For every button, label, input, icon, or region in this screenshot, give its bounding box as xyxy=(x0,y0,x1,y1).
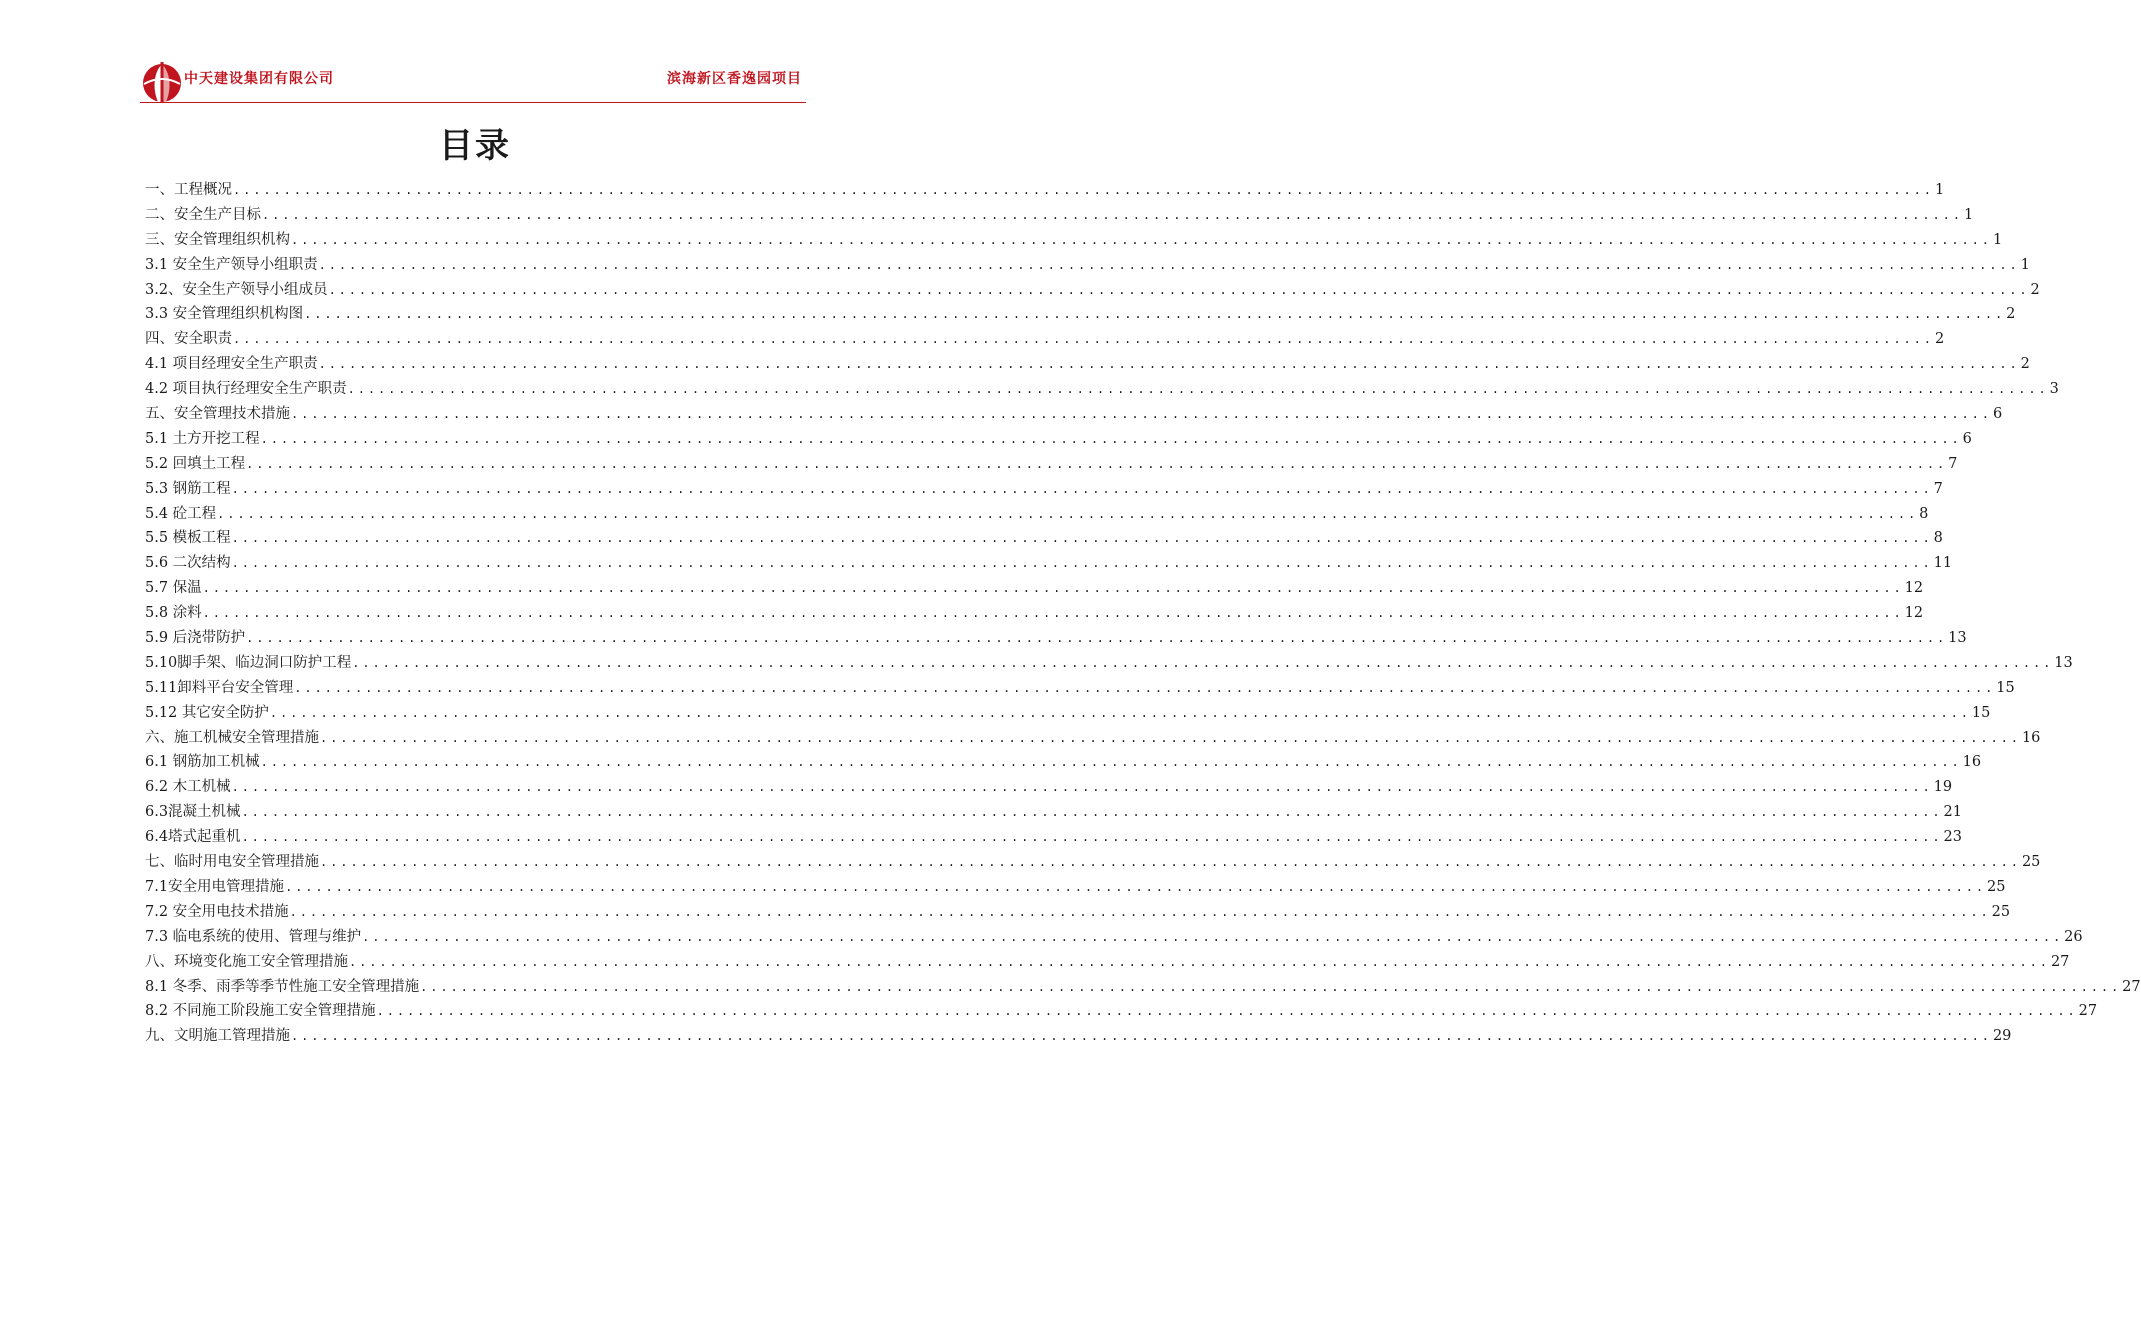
toc-dot-leader: ........................................................................................................................................................................ xyxy=(241,805,1943,820)
toc-dot-leader: ........................................................................................................................................................................ xyxy=(352,655,2054,670)
toc-dot-leader: ........................................................................................................................................................................ xyxy=(285,879,1986,894)
toc-entry[interactable] xyxy=(145,228,2003,253)
toc-entry[interactable] xyxy=(145,302,2016,327)
toc-entry-page-number: 29 xyxy=(1992,1028,2012,1045)
toc-entry-page-number: 27 xyxy=(2122,978,2141,995)
toc-entry-label: 八、环境变化施工安全管理措施 xyxy=(145,953,348,970)
toc-entry-label: 二、安全生产目标 xyxy=(145,206,261,223)
toc-dot-leader: ........................................................................................................................................................................ xyxy=(347,382,2049,397)
toc-entry-page-number: 7 xyxy=(1933,480,1943,497)
toc-entry-label: 5.8 涂料 xyxy=(145,605,202,622)
toc-dot-leader: ........................................................................................................................................................................ xyxy=(294,680,1996,695)
toc-entry[interactable] xyxy=(145,750,1982,775)
toc-entry[interactable] xyxy=(145,875,2006,900)
toc-dot-leader: ........................................................................................................................................................................ xyxy=(304,307,2006,322)
toc-entry[interactable] xyxy=(145,203,1974,228)
toc-entry-label: 5.5 模板工程 xyxy=(145,530,231,547)
toc-dot-leader: ........................................................................................................................................................................ xyxy=(362,929,2064,944)
toc-entry[interactable] xyxy=(145,999,2098,1024)
toc-entry-label: 四、安全职责 xyxy=(145,331,232,348)
toc-entry-label: 五、安全管理技术措施 xyxy=(145,406,290,423)
toc-entry[interactable] xyxy=(145,900,2011,925)
toc-entry-label: 3.1 安全生产领导小组职责 xyxy=(145,256,318,273)
toc-dot-leader: ........................................................................................................................................................................ xyxy=(262,207,1963,222)
toc-entry-page-number: 15 xyxy=(1996,679,2015,696)
toc-entry-page-number: 1 xyxy=(2020,256,2030,273)
toc-entry-label: 5.3 钢筋工程 xyxy=(145,480,231,497)
toc-entry[interactable] xyxy=(145,477,1943,502)
toc-entry-label: 5.12 其它安全防护 xyxy=(145,704,269,721)
zhongtian-logo-icon xyxy=(140,60,184,104)
toc-entry-page-number: 8 xyxy=(1933,530,1943,547)
toc-entry-label: 一、工程概况 xyxy=(145,182,232,198)
toc-dot-leader: ........................................................................................................................................................................ xyxy=(318,257,2020,272)
toc-dot-leader: ........................................................................................................................................................................ xyxy=(291,232,1992,247)
project-name: 滨海新区香逸园项目 xyxy=(667,71,802,87)
toc-entry-page-number: 12 xyxy=(1904,605,1924,622)
toc-entry-label: 七、临时用电安全管理措施 xyxy=(145,854,319,871)
toc-entry-label: 4.2 项目执行经理安全生产职责 xyxy=(145,381,347,398)
toc-entry[interactable] xyxy=(145,950,2070,975)
toc-entry[interactable] xyxy=(145,352,2030,377)
toc-entry[interactable] xyxy=(145,526,1943,551)
toc-entry[interactable] xyxy=(145,1024,2012,1049)
toc-entry-page-number: 16 xyxy=(2021,729,2041,746)
toc-entry-label: 5.7 保温 xyxy=(145,580,202,597)
toc-dot-leader: ........................................................................................................................................................................ xyxy=(349,954,2050,969)
toc-dot-leader: ........................................................................................................................................................................ xyxy=(241,830,1943,845)
toc-entry-label: 7.3 临电系统的使用、管理与维护 xyxy=(145,928,362,945)
toc-entry[interactable] xyxy=(145,601,1924,626)
toc-entry-page-number: 8 xyxy=(1919,505,1929,522)
toc-entry-label: 6.3混凝土机械 xyxy=(145,804,241,821)
toc-entry-page-number: 21 xyxy=(1943,804,1962,821)
toc-entry[interactable] xyxy=(145,701,1991,726)
page-title: 目录 xyxy=(439,126,511,166)
toc-entry-page-number: 27 xyxy=(2050,953,2070,970)
toc-entry[interactable] xyxy=(145,551,1953,576)
toc-dot-leader: ........................................................................................................................................................................ xyxy=(289,904,1991,919)
toc-entry-label: 8.2 不同施工阶段施工安全管理措施 xyxy=(145,1003,376,1020)
toc-dot-leader: ........................................................................................................................................................................ xyxy=(291,407,1992,422)
toc-dot-leader: ........................................................................................................................................................................ xyxy=(260,755,1962,770)
toc-dot-leader: ........................................................................................................................................................................ xyxy=(260,431,1962,446)
toc-entry-page-number: 16 xyxy=(1962,754,1982,771)
toc-entry-label: 5.6 二次结构 xyxy=(145,555,231,572)
toc-entry-label: 3.3 安全管理组织机构图 xyxy=(145,306,304,323)
toc-entry[interactable] xyxy=(145,825,1962,850)
company-name: 中天建设集团有限公司 xyxy=(184,71,334,87)
toc-entry-label: 6.2 木工机械 xyxy=(145,779,231,796)
toc-entry[interactable] xyxy=(145,975,2141,1000)
toc-entry-page-number: 7 xyxy=(1948,455,1958,472)
toc-entry-page-number: 12 xyxy=(1904,580,1924,597)
toc-entry-page-number: 23 xyxy=(1943,829,1962,846)
toc-entry-page-number: 2 xyxy=(1934,331,1945,348)
toc-entry-label: 九、文明施工管理措施 xyxy=(145,1028,290,1045)
toc-entry-page-number: 2 xyxy=(2020,356,2030,373)
toc-entry-label: 5.2 回填土工程 xyxy=(145,455,246,472)
toc-dot-leader: ........................................................................................................................................................................ xyxy=(202,606,1904,621)
toc-entry[interactable] xyxy=(145,377,2059,402)
toc-dot-leader: ........................................................................................................................................................................ xyxy=(231,481,1933,496)
toc-entry[interactable] xyxy=(145,775,1953,800)
page-header xyxy=(140,58,806,106)
toc-entry-label: 5.10脚手架、临边洞口防护工程 xyxy=(145,654,352,671)
toc-entry[interactable] xyxy=(145,925,2083,950)
toc-dot-leader: ........................................................................................................................................................................ xyxy=(233,332,1934,347)
header-divider xyxy=(140,102,806,103)
toc-entry[interactable] xyxy=(145,402,2003,427)
toc-entry-page-number: 25 xyxy=(2021,854,2041,871)
toc-dot-leader: ........................................................................................................................................................................ xyxy=(376,1004,2078,1019)
toc-entry-label: 8.1 冬季、雨季等季节性施工安全管理措施 xyxy=(145,978,420,995)
toc-entry-label: 7.2 安全用电技术措施 xyxy=(145,903,289,920)
toc-entry-label: 3.2、安全生产领导小组成员 xyxy=(145,281,328,298)
toc-entry-page-number: 13 xyxy=(1948,630,1967,647)
toc-entry-page-number: 1 xyxy=(1992,231,2003,248)
toc-dot-leader: ........................................................................................................................................................................ xyxy=(269,705,1971,720)
toc-dot-leader: ........................................................................................................................................................................ xyxy=(328,282,2030,297)
toc-dot-leader: ........................................................................................................................................................................ xyxy=(233,183,1934,197)
toc-entry-page-number: 15 xyxy=(1971,704,1991,721)
toc-entry-label: 三、安全管理组织机构 xyxy=(145,231,290,248)
toc-entry-label: 六、施工机械安全管理措施 xyxy=(145,729,319,746)
toc-dot-leader: ........................................................................................................................................................................ xyxy=(291,1029,1992,1044)
toc-entry-label: 4.1 项目经理安全生产职责 xyxy=(145,356,318,373)
toc-entry-page-number: 11 xyxy=(1933,555,1953,572)
toc-entry[interactable] xyxy=(145,626,1967,651)
toc-entry-label: 5.4 砼工程 xyxy=(145,505,217,522)
toc-entry-label: 6.1 钢筋加工机械 xyxy=(145,754,260,771)
toc-entry-page-number: 13 xyxy=(2054,654,2073,671)
toc-dot-leader: ........................................................................................................................................................................ xyxy=(318,357,2020,372)
toc-entry[interactable] xyxy=(145,651,2073,676)
toc-entry-page-number: 2 xyxy=(2006,306,2016,323)
toc-entry[interactable] xyxy=(145,726,2041,751)
table-of-contents xyxy=(145,178,2141,1049)
toc-entry-page-number: 25 xyxy=(1987,878,2006,895)
toc-entry-page-number: 25 xyxy=(1991,903,2011,920)
toc-entry-page-number: 6 xyxy=(1992,406,2003,423)
toc-entry-page-number: 3 xyxy=(2049,381,2059,398)
toc-entry-page-number: 27 xyxy=(2078,1003,2098,1020)
toc-entry-label: 5.9 后浇带防护 xyxy=(145,630,246,647)
toc-entry-page-number: 6 xyxy=(1962,430,1972,447)
toc-entry-label: 6.4塔式起重机 xyxy=(145,829,241,846)
toc-entry-page-number: 19 xyxy=(1933,779,1953,796)
toc-entry[interactable] xyxy=(145,278,2040,303)
toc-dot-leader: ........................................................................................................................................................................ xyxy=(202,581,1904,596)
toc-dot-leader: ........................................................................................................................................................................ xyxy=(246,631,1948,646)
toc-entry[interactable] xyxy=(145,427,1972,452)
toc-entry[interactable] xyxy=(145,850,2041,875)
toc-entry[interactable] xyxy=(145,452,1958,477)
toc-entry-label: 5.1 土方开挖工程 xyxy=(145,430,260,447)
toc-dot-leader: ........................................................................................................................................................................ xyxy=(231,556,1933,571)
toc-dot-leader: ........................................................................................................................................................................ xyxy=(320,730,2021,745)
toc-dot-leader: ........................................................................................................................................................................ xyxy=(420,979,2122,994)
toc-entry[interactable] xyxy=(145,502,1929,527)
toc-entry[interactable] xyxy=(145,676,2015,701)
toc-entry[interactable] xyxy=(145,576,1924,601)
toc-dot-leader: ........................................................................................................................................................................ xyxy=(231,531,1933,546)
toc-entry[interactable] xyxy=(145,178,1945,203)
toc-entry-page-number: 1 xyxy=(1963,206,1974,223)
toc-dot-leader: ........................................................................................................................................................................ xyxy=(246,456,1948,471)
toc-entry[interactable] xyxy=(145,253,2030,278)
toc-dot-leader: ........................................................................................................................................................................ xyxy=(320,855,2021,870)
toc-entry-page-number: 26 xyxy=(2064,928,2083,945)
toc-entry[interactable] xyxy=(145,800,1962,825)
toc-entry-page-number: 2 xyxy=(2030,281,2040,298)
toc-entry[interactable] xyxy=(145,327,1945,352)
toc-entry-label: 5.11卸料平台安全管理 xyxy=(145,679,294,696)
toc-dot-leader: ........................................................................................................................................................................ xyxy=(231,780,1933,795)
toc-entry-label: 7.1安全用电管理措施 xyxy=(145,878,285,895)
toc-dot-leader: ........................................................................................................................................................................ xyxy=(217,506,1919,521)
toc-entry-page-number: 1 xyxy=(1934,182,1945,198)
